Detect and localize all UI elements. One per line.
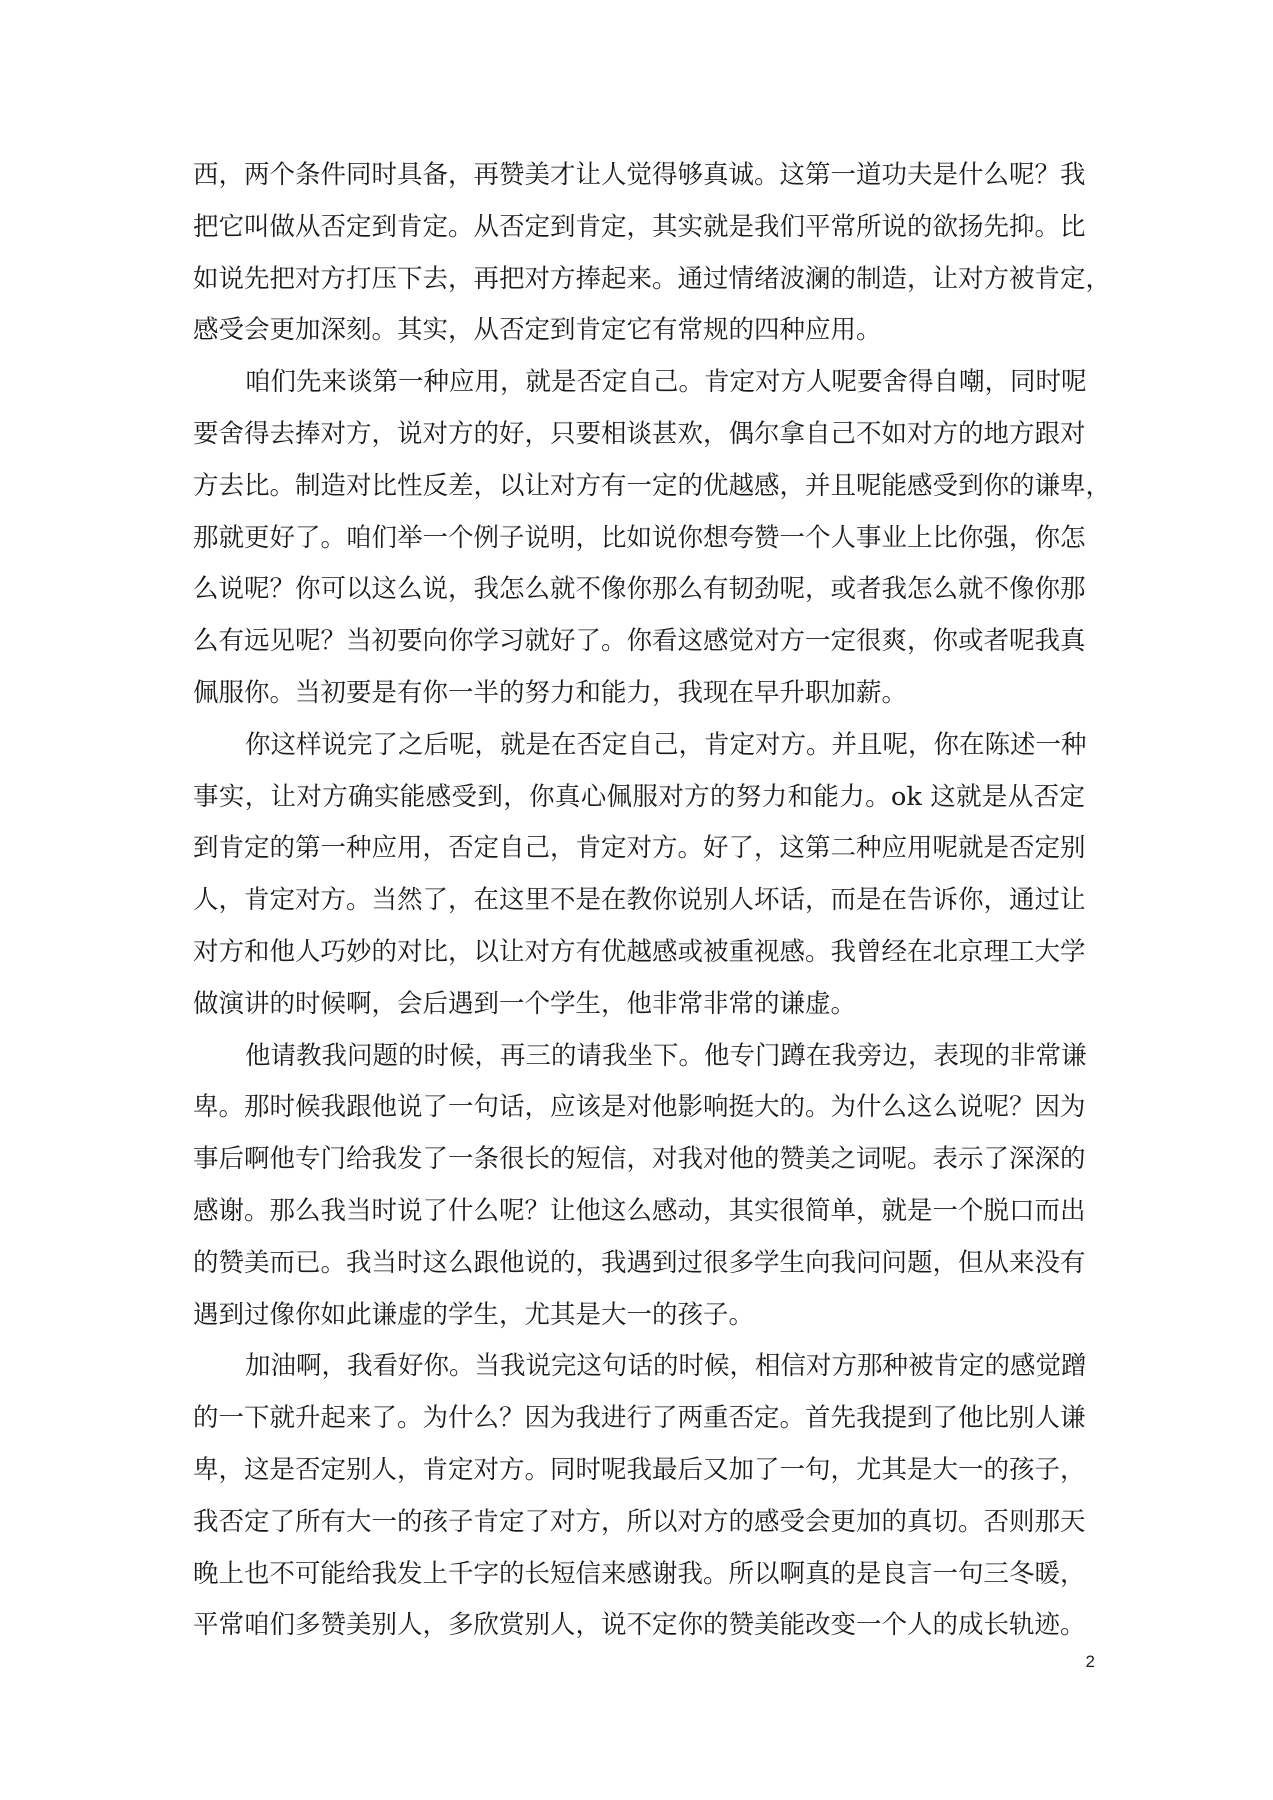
text-line: 的一下就升起来了。为什么？因为我进行了两重否定。首先我提到了他比别人谦 (193, 1403, 1086, 1434)
paragraph-first-line: 咱们先来谈第一种应用，就是否定自己。肯定对方人呢要舍得自嘲，同时呢 (245, 367, 1087, 398)
text-line: 么说呢？你可以这么说，我怎么就不像你那么有韧劲呢，或者我怎么就不像你那 (193, 574, 1086, 605)
paragraph-first-line: 他请教我问题的时候，再三的请我坐下。他专门蹲在我旁边，表现的非常谦 (245, 1040, 1087, 1071)
text-line: 感受会更加深刻。其实，从否定到肯定它有常规的四种应用。 (193, 315, 882, 346)
text-line: 晚上也不可能给我发上千字的长短信来感谢我。所以啊真的是良言一句三冬暖， (193, 1558, 1086, 1589)
text-line: 我否定了所有大一的孩子肯定了对方，所以对方的感受会更加的真切。否则那天 (193, 1506, 1086, 1537)
text-line: 人，肯定对方。当然了，在这里不是在教你说别人坏话，而是在告诉你，通过让 (193, 885, 1086, 916)
text-line: 方去比。制造对比性反差，以让对方有一定的优越感，并且呢能感受到你的谦卑， (193, 470, 1112, 501)
text-line: 如说先把对方打压下去，再把对方捧起来。通过情绪波澜的制造，让对方被肯定， (193, 263, 1112, 294)
body-text (193, 150, 1112, 1652)
paragraph-first-line: 你这样说完了之后呢，就是在否定自己，肯定对方。并且呢，你在陈述一种 (245, 729, 1087, 760)
text-line: 平常咱们多赞美别人，多欣赏别人，说不定你的赞美能改变一个人的成长轨迹。 (193, 1610, 1086, 1641)
text-line: 把它叫做从否定到肯定。从否定到肯定，其实就是我们平常所说的欲扬先抑。比 (193, 211, 1086, 242)
paragraph-first-line: 加油啊，我看好你。当我说完这句话的时候，相信对方那种被肯定的感觉蹭 (245, 1351, 1087, 1382)
text-line: 遇到过像你如此谦虚的学生，尤其是大一的孩子。 (193, 1299, 755, 1330)
text-line: 要舍得去捧对方，说对方的好，只要相谈甚欢，偶尔拿自己不如对方的地方跟对 (193, 418, 1086, 449)
text-line: 卑，这是否定别人，肯定对方。同时呢我最后又加了一句，尤其是大一的孩子， (193, 1454, 1086, 1485)
text-line: 卑。那时候我跟他说了一句话，应该是对他影响挺大的。为什么这么说呢？因为 (193, 1092, 1086, 1123)
text-line: 的赞美而已。我当时这么跟他说的，我遇到过很多学生向我问问题，但从来没有 (193, 1247, 1086, 1278)
text-line: 事后啊他专门给我发了一条很长的短信，对我对他的赞美之词呢。表示了深深的 (193, 1144, 1086, 1175)
text-line: 感谢。那么我当时说了什么呢？让他这么感动，其实很简单，就是一个脱口而出 (193, 1195, 1086, 1226)
text-line: 么有远见呢？当初要向你学习就好了。你看这感觉对方一定很爽，你或者呢我真 (193, 626, 1086, 657)
text-line: 到肯定的第一种应用，否定自己，肯定对方。好了，这第二种应用呢就是否定别 (193, 833, 1086, 864)
page-number: 2 (1085, 1652, 1095, 1671)
text-line: 做演讲的时候啊，会后遇到一个学生，他非常非常的谦虚。 (193, 988, 857, 1019)
text-line: 事实，让对方确实能感受到，你真心佩服对方的努力和能力。ok 这就是从否定 (193, 781, 1085, 812)
text-line: 佩服你。当初要是有你一半的努力和能力，我现在早升职加薪。 (193, 677, 908, 708)
text-line: 对方和他人巧妙的对比，以让对方有优越感或被重视感。我曾经在北京理工大学 (193, 936, 1086, 967)
text-line: 西，两个条件同时具备，再赞美才让人觉得够真诚。这第一道功夫是什么呢？我 (193, 160, 1086, 190)
text-line: 那就更好了。咱们举一个例子说明，比如说你想夸赞一个人事业上比你强，你怎 (193, 522, 1086, 553)
